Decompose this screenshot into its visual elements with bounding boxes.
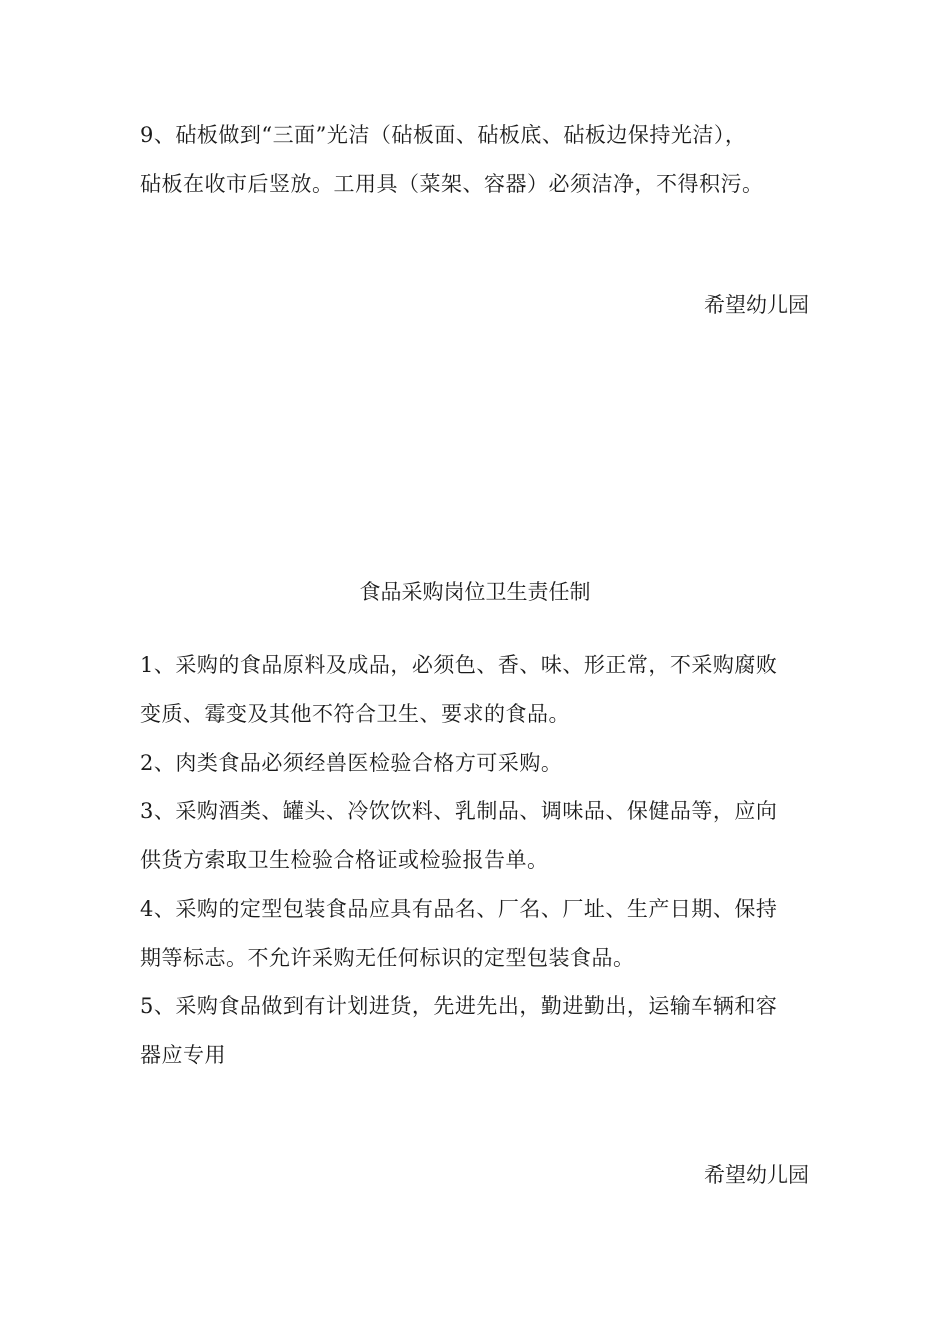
section2-line-8: 5、采购食品做到有计划进货，先进先出，勤进勤出，运输车辆和容 — [140, 994, 778, 1018]
section2-line-6: 4、采购的定型包装食品应具有品名、厂名、厂址、生产日期、保持 — [140, 897, 778, 921]
section2-line-7: 期等标志。不允许采购无任何标识的定型包装食品。 — [140, 946, 635, 970]
section2-line-4: 3、采购酒类、罐头、冷饮饮料、乳制品、调味品、保健品等，应向 — [140, 799, 778, 823]
section2-line-9: 器应专用 — [140, 1043, 226, 1067]
section2-signature: 希望幼儿园 — [704, 1163, 809, 1187]
section1-line-1: 9、砧板做到“三面”光洁（砧板面、砧板底、砧板边保持光洁）， — [140, 123, 747, 147]
section2-line-3: 2、肉类食品必须经兽医检验合格方可采购。 — [140, 751, 563, 775]
section2-line-5: 供货方索取卫生检验合格证或检验报告单。 — [140, 848, 549, 872]
section1-line-2: 砧板在收市后竖放。工用具（菜架、容器）必须洁净，不得积污。 — [140, 172, 764, 196]
section2-title: 食品采购岗位卫生责任制 — [359, 580, 591, 604]
section2-line-1: 1、采购的食品原料及成品，必须色、香、味、形正常，不采购腐败 — [140, 653, 778, 677]
section1-signature: 希望幼儿园 — [704, 293, 809, 317]
section2-line-2: 变质、霉变及其他不符合卫生、要求的食品。 — [140, 702, 570, 726]
